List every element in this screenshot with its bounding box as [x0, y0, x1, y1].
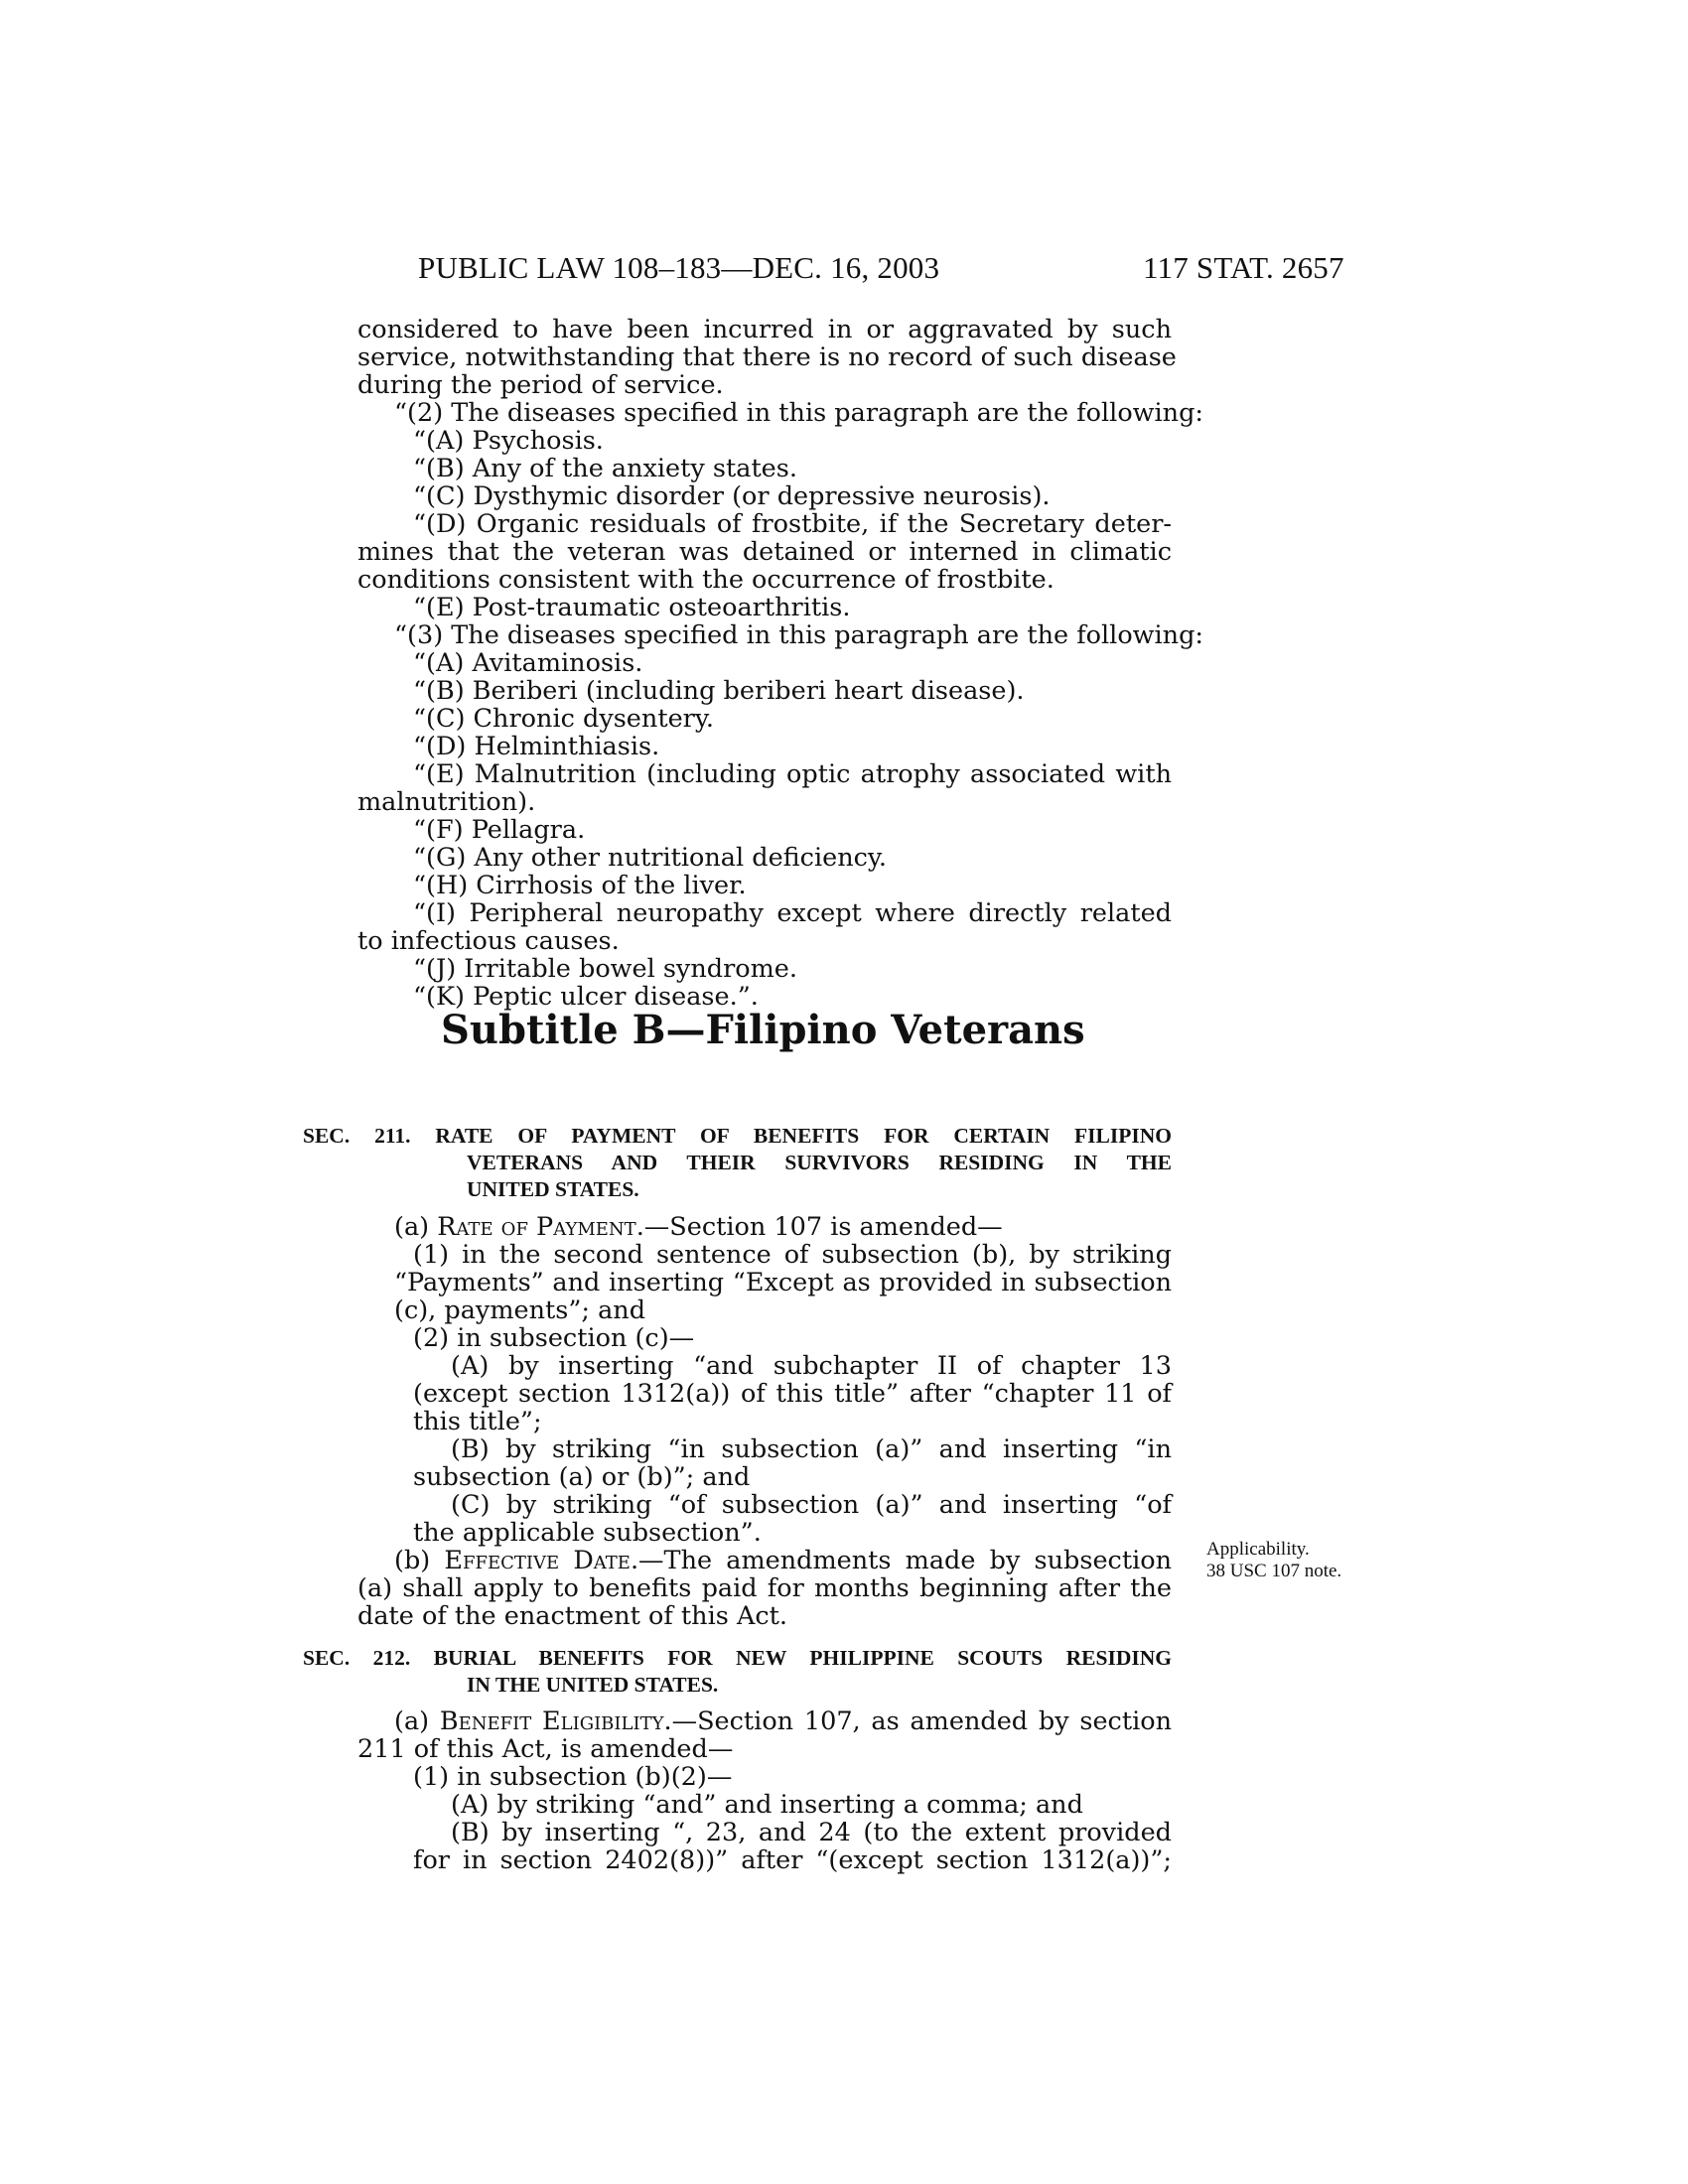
text-line: (C) by striking “of subsection (a)” and inserting “of	[451, 1490, 1172, 1520]
text-line: this title”;	[413, 1407, 542, 1436]
text-line: “(E) Malnutrition (including optic atrophy associated with	[413, 759, 1172, 789]
text-line: “(3) The diseases specified in this paragraph are the following:	[394, 620, 1204, 650]
subtitle-heading: Subtitle B—Filipino Veterans	[441, 1007, 1085, 1053]
section-212-heading-line2: IN THE UNITED STATES.	[467, 1673, 719, 1697]
subsection-a-line	[357, 1213, 1172, 1241]
section-211-heading-line3: UNITED STATES.	[467, 1177, 639, 1201]
text-line: conditions consistent with the occurrence of frostbite.	[357, 565, 1055, 595]
text-line: “(C) Dysthymic disorder (or depressive neurosis).	[413, 481, 1051, 511]
text-line: (c), payments”; and	[394, 1296, 646, 1325]
text-line: 211 of this Act, is amended—	[357, 1734, 734, 1764]
text-line: “(I) Peripheral neuropathy except where directly related	[413, 898, 1172, 928]
text-line: for in section 2402(8))” after “(except section 1312(a))”;	[413, 1845, 1172, 1875]
text-line: (a) shall apply to benefits paid for months beginning after the	[357, 1573, 1172, 1603]
text-line: malnutrition).	[357, 787, 536, 817]
subsection-label: (b)	[394, 1546, 445, 1575]
text-line: “(D) Helminthiasis.	[413, 732, 660, 761]
text-line: mines that the veteran was detained or interned in climatic	[357, 537, 1172, 567]
text-line: “(G) Any other nutritional deficiency.	[413, 843, 888, 873]
text-line: (1) in subsection (b)(2)—	[413, 1762, 733, 1792]
subsection-label: (a)	[394, 1706, 440, 1736]
text-line: (1) in the second sentence of subsection (b), by striking	[413, 1240, 1172, 1270]
text-line: service, notwithstanding that there is no record of such disease	[357, 342, 1177, 372]
text-line: “(E) Post-traumatic osteoarthritis.	[413, 593, 851, 622]
text-line: (A) by striking “and” and inserting a comma; and	[451, 1790, 1083, 1820]
text-line: “(2) The diseases specified in this paragraph are the following:	[394, 398, 1204, 428]
subsection-label: (a)	[394, 1212, 438, 1242]
text-line: “Payments” and inserting “Except as provided in subsection	[394, 1268, 1172, 1297]
text-line: considered to have been incurred in or aggravated by such	[357, 315, 1172, 344]
text-line: (2) in subsection (c)—	[413, 1323, 695, 1353]
subsection-b-line	[357, 1547, 1172, 1574]
text-line: “(B) Any of the anxiety states.	[413, 454, 797, 483]
text-line: (except section 1312(a)) of this title” after “chapter 11 of	[413, 1379, 1172, 1409]
page-number: 117 STAT. 2657	[1143, 250, 1344, 285]
text-line: “(B) Beriberi (including beriberi heart disease).	[413, 676, 1025, 706]
subsection-heading: Rate of Payment	[437, 1212, 636, 1242]
text-line: subsection (a) or (b)”; and	[413, 1462, 751, 1492]
subsection-a-line	[357, 1707, 1172, 1735]
subsection-heading: Effective Date	[444, 1546, 631, 1575]
text-line: “(J) Irritable bowel syndrome.	[413, 954, 798, 984]
running-header-left: PUBLIC LAW 108–183—DEC. 16, 2003	[418, 250, 940, 285]
subsection-heading: Benefit Eligibility	[439, 1706, 664, 1736]
text-line: (A) by inserting “and subchapter II of chapter 13	[451, 1351, 1172, 1381]
text-line: “(D) Organic residuals of frostbite, if the Secretary deter-	[413, 509, 1172, 539]
text-line: the applicable subsection”.	[413, 1518, 762, 1548]
margin-note-applicability: Applicability.	[1206, 1539, 1310, 1560]
margin-note-citation: 38 USC 107 note.	[1206, 1561, 1342, 1581]
section-211-heading-line2: VETERANS AND THEIR SURVIVORS RESIDING IN THE	[467, 1151, 1172, 1174]
text-line: “(C) Chronic dysentery.	[413, 704, 714, 734]
text-line: “(K) Peptic ulcer disease.”.	[413, 982, 759, 1012]
text-line: (B) by striking “in subsection (a)” and inserting “in	[451, 1434, 1172, 1464]
subsection-text: .—The amendments made by subsection	[630, 1546, 1173, 1575]
text-line: “(A) Avitaminosis.	[413, 648, 643, 678]
text-line: “(A) Psychosis.	[413, 426, 604, 456]
section-212-heading-line1: SEC. 212. BURIAL BENEFITS FOR NEW PHILIPPINE SCOUTS RESIDING	[303, 1646, 1172, 1670]
section-211-heading-line1: SEC. 211. RATE OF PAYMENT OF BENEFITS FOR CERTAIN FILIPINO	[303, 1124, 1172, 1148]
text-line: date of the enactment of this Act.	[357, 1601, 787, 1631]
subsection-text: .—Section 107 is amended—	[635, 1212, 1003, 1242]
subsection-text: .—Section 107, as amended by section	[663, 1706, 1172, 1736]
text-line: (B) by inserting “, 23, and 24 (to the extent provided	[451, 1818, 1172, 1847]
text-line: during the period of service.	[357, 370, 724, 400]
text-line: “(F) Pellagra.	[413, 815, 586, 845]
text-line: to infectious causes.	[357, 926, 620, 956]
text-line: “(H) Cirrhosis of the liver.	[413, 871, 747, 900]
